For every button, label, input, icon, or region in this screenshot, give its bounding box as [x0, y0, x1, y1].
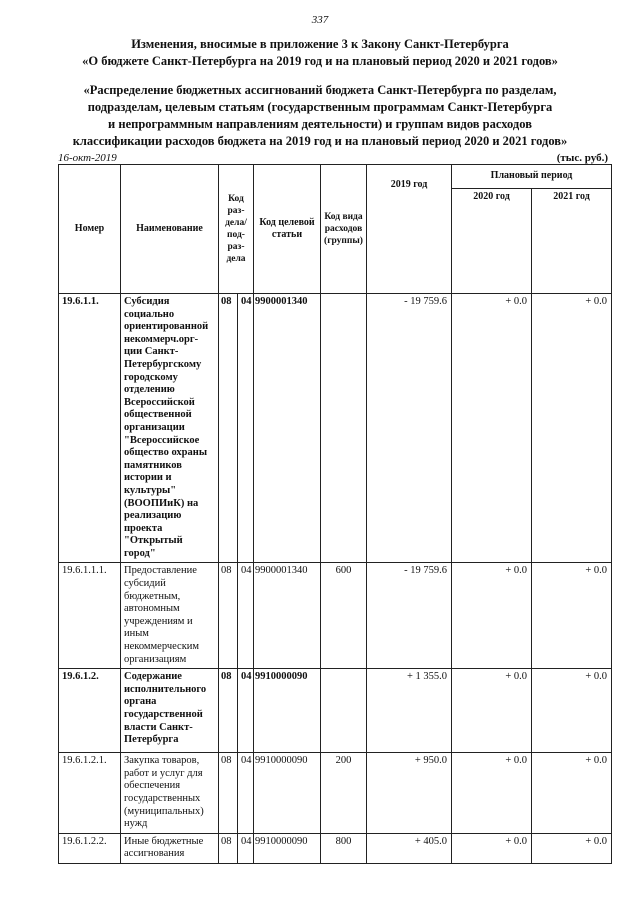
header-2019: 2019 год: [367, 165, 452, 294]
row-section-code: 08: [219, 753, 238, 834]
document-subtitle: [20, 82, 620, 150]
row-value-2021: + 0.0: [532, 563, 612, 669]
header-section-code: Код раз-дела/ под-раз-дела: [219, 165, 254, 294]
table-body: [59, 294, 612, 864]
row-number: 19.6.1.2.1.: [59, 753, 121, 834]
row-value-2020: + 0.0: [452, 669, 532, 753]
table-row: [59, 753, 612, 834]
row-name: Субсидия социально ориентированной некоммерч.орг-ции Санкт-Петербургскому городскому отделению Всероссийской общественной организации "Всероссийское общество охраны памятников истории и культуры" (ВООПИиК) на реализацию проекта "Открытый город": [121, 294, 219, 563]
table-row: [59, 563, 612, 669]
row-name: Предоставление субсидий бюджетным, автономным учреждениям и иным некоммерческим организациям: [121, 563, 219, 669]
row-value-2020: + 0.0: [452, 563, 532, 669]
row-expense-type-code: [321, 669, 367, 753]
subtitle-line: классификации расходов бюджета на 2019 год и на плановый период 2020 и 2021 годов»: [72, 134, 568, 148]
subtitle-line: «Распределение бюджетных ассигнований бюджета Санкт-Петербурга по разделам,: [83, 83, 557, 97]
row-subsection-code: 04: [238, 753, 254, 834]
document-title: [20, 36, 620, 70]
row-value-2021: + 0.0: [532, 294, 612, 563]
table-row: [59, 294, 612, 563]
subtitle-line: подразделам, целевым статьям (государственным программам Санкт-Петербурга: [87, 100, 553, 114]
budget-table: [58, 164, 612, 864]
header-expense-type-code: Код вида расходов (группы): [321, 165, 367, 294]
row-value-2021: + 0.0: [532, 833, 612, 863]
header-target-code: Код целевой статьи: [254, 165, 321, 294]
row-target-code: 9910000090: [254, 669, 321, 753]
row-value-2019: - 19 759.6: [367, 294, 452, 563]
row-expense-type-code: 800: [321, 833, 367, 863]
row-section-code: 08: [219, 669, 238, 753]
row-section-code: 08: [219, 294, 238, 563]
row-expense-type-code: 200: [321, 753, 367, 834]
row-target-code: 9900001340: [254, 294, 321, 563]
row-name: Закупка товаров, работ и услуг для обеспечения государственных (муниципальных) нужд: [121, 753, 219, 834]
row-subsection-code: 04: [238, 294, 254, 563]
row-number: 19.6.1.1.1.: [59, 563, 121, 669]
row-number: 19.6.1.2.: [59, 669, 121, 753]
document-date: 16-окт-2019: [58, 152, 117, 164]
table-row: [59, 669, 612, 753]
row-value-2019: + 950.0: [367, 753, 452, 834]
row-value-2019: + 1 355.0: [367, 669, 452, 753]
row-number: 19.6.1.2.2.: [59, 833, 121, 863]
row-subsection-code: 04: [238, 563, 254, 669]
row-value-2021: + 0.0: [532, 669, 612, 753]
row-name: Иные бюджетные ассигнования: [121, 833, 219, 863]
row-number: 19.6.1.1.: [59, 294, 121, 563]
title-line: «О бюджете Санкт-Петербурга на 2019 год и на плановый период 2020 и 2021 годов»: [82, 54, 558, 68]
title-line: Изменения, вносимые в приложение 3 к Закону Санкт-Петербурга: [131, 37, 509, 51]
row-value-2019: + 405.0: [367, 833, 452, 863]
subtitle-line: и непрограммным направлениям деятельности) и группам видов расходов: [108, 117, 532, 131]
row-target-code: 9910000090: [254, 833, 321, 863]
header-2021: 2021 год: [532, 188, 612, 293]
header-name: Наименование: [121, 165, 219, 294]
row-section-code: 08: [219, 833, 238, 863]
header-number: Номер: [59, 165, 121, 294]
table-row: [59, 833, 612, 863]
row-value-2020: + 0.0: [452, 753, 532, 834]
header-2020: 2020 год: [452, 188, 532, 293]
header-planning-period: Плановый период: [452, 165, 612, 189]
table-header-row: [59, 165, 612, 189]
row-section-code: 08: [219, 563, 238, 669]
page-number: 337: [311, 14, 329, 26]
row-value-2021: + 0.0: [532, 753, 612, 834]
row-value-2020: + 0.0: [452, 833, 532, 863]
row-subsection-code: 04: [238, 833, 254, 863]
row-expense-type-code: 600: [321, 563, 367, 669]
row-name: Содержание исполнительного органа государственной власти Санкт-Петербурга: [121, 669, 219, 753]
row-subsection-code: 04: [238, 669, 254, 753]
row-target-code: 9900001340: [254, 563, 321, 669]
row-value-2019: - 19 759.6: [367, 563, 452, 669]
row-expense-type-code: [321, 294, 367, 563]
units-label: (тыс. руб.): [556, 152, 608, 164]
row-target-code: 9910000090: [254, 753, 321, 834]
row-value-2020: + 0.0: [452, 294, 532, 563]
